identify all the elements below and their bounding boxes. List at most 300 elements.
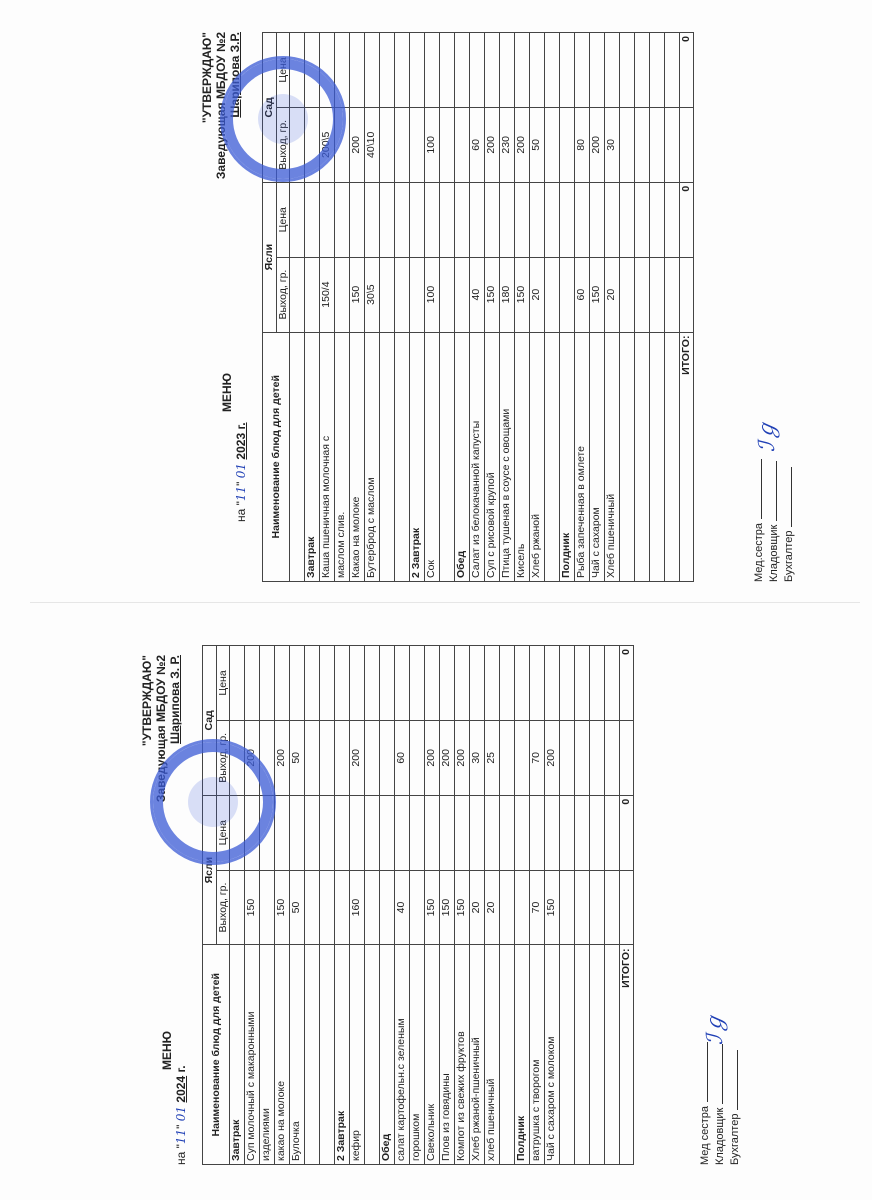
- sad-yield-cell: [590, 720, 605, 795]
- yasli-price-cell: [320, 182, 335, 257]
- head-title: Заведующая МБДОУ №2: [214, 32, 228, 180]
- total-sad: 0: [680, 33, 694, 108]
- date-day: 11: [174, 1128, 188, 1145]
- yasli-yield-cell: [605, 870, 620, 945]
- yasli-yield-cell: [620, 257, 635, 332]
- sad-price-cell: [485, 33, 500, 108]
- signer-accountant: Бухгалтер: [782, 530, 795, 582]
- dish-name-cell: какао на молоке: [275, 945, 290, 1165]
- sad-price-cell: [530, 646, 545, 721]
- table-row: [350, 646, 365, 1165]
- sad-yield-cell: 30: [605, 107, 620, 182]
- col-yasli-price: Цена: [216, 795, 230, 870]
- sad-yield-cell: [635, 107, 650, 182]
- table-row: [545, 33, 560, 582]
- yasli-price-cell: [440, 182, 455, 257]
- dish-name-cell: [365, 945, 380, 1165]
- yasli-price-cell: [515, 182, 530, 257]
- table-row: [605, 33, 620, 582]
- dish-name-cell: Свекольник: [425, 945, 440, 1165]
- sad-price-cell: [500, 33, 515, 108]
- table-row: [530, 646, 545, 1165]
- table-row: [395, 646, 410, 1165]
- date-month: 01: [174, 1105, 188, 1122]
- sad-yield-cell: 200: [455, 720, 470, 795]
- sad-yield-cell: 200: [275, 720, 290, 795]
- yasli-yield-cell: 40: [395, 870, 410, 945]
- yasli-yield-cell: [305, 870, 320, 945]
- yasli-price-cell: [425, 795, 440, 870]
- yasli-price-cell: [440, 795, 455, 870]
- yasli-yield-cell: 150: [455, 870, 470, 945]
- dish-name-cell: Каша пшеничная молочная с: [320, 332, 335, 581]
- yasli-price-cell: [605, 182, 620, 257]
- dish-name-cell: Птица тушеная в соусе с овощами: [500, 332, 515, 581]
- yasli-yield-cell: [410, 257, 425, 332]
- sad-price-cell: [560, 646, 575, 721]
- sad-price-cell: [440, 646, 455, 721]
- date-mid: ": [174, 1124, 188, 1129]
- sad-yield-cell: [620, 107, 635, 182]
- table-row: [515, 646, 530, 1165]
- page-fold-line: [30, 602, 860, 603]
- yasli-yield-cell: 150: [590, 257, 605, 332]
- dish-name-cell: хлеб пшеничный: [485, 945, 500, 1165]
- sad-price-cell: [410, 33, 425, 108]
- sad-price-cell: [590, 646, 605, 721]
- sad-price-cell: [455, 646, 470, 721]
- date-day: 11: [234, 485, 248, 502]
- col-sad-header: Сад: [203, 646, 217, 796]
- col-sad-price: Цена: [276, 33, 290, 108]
- yasli-yield-cell: 20: [605, 257, 620, 332]
- yasli-price-cell: [635, 182, 650, 257]
- yasli-price-cell: [470, 182, 485, 257]
- dish-name-cell: Рыба запеченная в омлете: [575, 332, 590, 581]
- table-row: [305, 646, 320, 1165]
- yasli-yield-cell: 20: [485, 870, 500, 945]
- yasli-yield-cell: 30\5: [365, 257, 380, 332]
- sad-price-cell: [350, 646, 365, 721]
- sad-price-cell: [350, 33, 365, 108]
- total-yasli: 0: [680, 182, 694, 257]
- dish-name-cell: [380, 332, 395, 581]
- yasli-price-cell: [620, 182, 635, 257]
- sad-yield-cell: [515, 720, 530, 795]
- dish-name-cell: Суп молочный с макаронными: [245, 945, 260, 1165]
- yasli-price-cell: [275, 795, 290, 870]
- dish-name-cell: Плов из говядины: [440, 945, 455, 1165]
- table-row: [590, 646, 605, 1165]
- sad-yield-cell: 60: [470, 107, 485, 182]
- dish-name-cell: кефир: [350, 945, 365, 1165]
- dish-name-cell: [650, 332, 665, 581]
- table-row: [575, 33, 590, 582]
- yasli-yield-cell: [365, 870, 380, 945]
- yasli-price-cell: [335, 795, 350, 870]
- sad-price-cell: [260, 646, 275, 721]
- date-prefix: на ": [234, 501, 248, 522]
- table-row: [230, 646, 245, 1165]
- signer-nurse: Мед сестра: [699, 1105, 711, 1165]
- yasli-yield-cell: [590, 870, 605, 945]
- sad-price-cell: [515, 33, 530, 108]
- col-name-header: Наименование блюд для детей: [263, 332, 290, 581]
- dish-name-cell: Обед: [380, 945, 395, 1165]
- sad-price-cell: [380, 33, 395, 108]
- dish-name-cell: ватрушка с творогом: [530, 945, 545, 1165]
- signer-nurse: Мед.сестра: [753, 522, 765, 582]
- yasli-price-cell: [530, 795, 545, 870]
- yasli-price-cell: [335, 182, 350, 257]
- yasli-price-cell: [380, 795, 395, 870]
- yasli-price-cell: [650, 182, 665, 257]
- total-sad: 0: [620, 646, 634, 721]
- dish-name-cell: Хлеб ржаной-пшеничный: [470, 945, 485, 1165]
- signatures-block: [698, 1042, 743, 1165]
- dish-name-cell: Бутерброд с маслом: [365, 332, 380, 581]
- sad-yield-cell: 200\5: [320, 107, 335, 182]
- sad-yield-cell: [320, 720, 335, 795]
- dish-name-cell: [320, 945, 335, 1165]
- dish-name-cell: маслом слив.: [335, 332, 350, 581]
- yasli-yield-cell: 150: [245, 870, 260, 945]
- yasli-price-cell: [590, 795, 605, 870]
- yasli-price-cell: [455, 182, 470, 257]
- col-yasli-yield: Выход, гр.: [216, 870, 230, 945]
- sad-price-cell: [545, 33, 560, 108]
- table-row: [605, 646, 620, 1165]
- official-stamp: [150, 739, 276, 865]
- dish-name-cell: Хлеб ржаной: [530, 332, 545, 581]
- dish-name-cell: салат картофельн.с зеленым: [395, 945, 410, 1165]
- yasli-yield-cell: 20: [530, 257, 545, 332]
- yasli-yield-cell: 20: [470, 870, 485, 945]
- table-row: [665, 33, 680, 582]
- sad-price-cell: [575, 646, 590, 721]
- table-row: [320, 646, 335, 1165]
- total-yasli: 0: [620, 795, 634, 870]
- yasli-price-cell: [560, 795, 575, 870]
- table-row: [380, 33, 395, 582]
- sad-yield-cell: 60: [395, 720, 410, 795]
- dish-name-cell: [500, 945, 515, 1165]
- sad-yield-cell: 50: [290, 720, 305, 795]
- col-yasli-yield: Выход, гр.: [276, 257, 290, 332]
- table-row: [515, 33, 530, 582]
- sad-price-cell: [470, 33, 485, 108]
- sad-price-cell: [440, 33, 455, 108]
- table-row: [500, 33, 515, 582]
- table-row: [440, 646, 455, 1165]
- col-sad-yield: Выход, гр.: [216, 720, 230, 795]
- sad-yield-cell: 70: [530, 720, 545, 795]
- yasli-price-cell: [380, 182, 395, 257]
- sad-price-cell: [290, 646, 305, 721]
- table-row: [335, 646, 350, 1165]
- table-row: [365, 33, 380, 582]
- col-sad-price: Цена: [216, 646, 230, 721]
- yasli-yield-cell: 70: [530, 870, 545, 945]
- signer-storekeeper: Кладовщик: [767, 524, 780, 582]
- sad-price-cell: [575, 33, 590, 108]
- yasli-price-cell: [575, 182, 590, 257]
- yasli-price-cell: [365, 795, 380, 870]
- sad-yield-cell: [335, 720, 350, 795]
- dish-name-cell: горошком: [410, 945, 425, 1165]
- yasli-yield-cell: 50: [290, 870, 305, 945]
- yasli-yield-cell: 60: [575, 257, 590, 332]
- sad-price-cell: [455, 33, 470, 108]
- table-row: [290, 646, 305, 1165]
- sad-price-cell: [530, 33, 545, 108]
- signatures-block: [752, 459, 797, 582]
- yasli-yield-cell: [665, 257, 680, 332]
- table-row: [275, 646, 290, 1165]
- yasli-yield-cell: 180: [500, 257, 515, 332]
- sad-yield-cell: 50: [530, 107, 545, 182]
- sad-price-cell: [335, 646, 350, 721]
- yasli-yield-cell: 150: [275, 870, 290, 945]
- sad-price-cell: [425, 33, 440, 108]
- sad-price-cell: [275, 646, 290, 721]
- yasli-yield-cell: [230, 870, 245, 945]
- table-row: [395, 33, 410, 582]
- table-row: [650, 33, 665, 582]
- dish-name-cell: 2 Завтрак: [410, 332, 425, 581]
- table-row: [530, 33, 545, 582]
- table-row: [380, 646, 395, 1165]
- dish-name-cell: [545, 332, 560, 581]
- sad-yield-cell: 80: [575, 107, 590, 182]
- yasli-yield-cell: [560, 870, 575, 945]
- dish-name-cell: Какао на молоке: [350, 332, 365, 581]
- yasli-price-cell: [290, 182, 305, 257]
- col-sad-yield: Выход, гр.: [276, 107, 290, 182]
- sad-price-cell: [665, 33, 680, 108]
- yasli-yield-cell: 150: [545, 870, 560, 945]
- sad-yield-cell: 200: [350, 107, 365, 182]
- col-yasli-header: Ясли: [263, 182, 277, 332]
- yasli-yield-cell: [380, 870, 395, 945]
- dish-name-cell: Завтрак: [305, 332, 320, 581]
- total-label: ИТОГО:: [620, 945, 634, 1165]
- sad-price-cell: [365, 33, 380, 108]
- head-name: Шарипова З.Р.: [228, 32, 242, 118]
- dish-name-cell: [635, 332, 650, 581]
- sad-price-cell: [410, 646, 425, 721]
- sad-yield-cell: 25: [485, 720, 500, 795]
- yasli-price-cell: [410, 182, 425, 257]
- dish-name-cell: [590, 945, 605, 1165]
- dish-name-cell: Обед: [455, 332, 470, 581]
- sad-yield-cell: [455, 107, 470, 182]
- sad-price-cell: [605, 646, 620, 721]
- dish-name-cell: 2 Завтрак: [335, 945, 350, 1165]
- yasli-price-cell: [365, 182, 380, 257]
- yasli-yield-cell: 160: [350, 870, 365, 945]
- sad-price-cell: [620, 33, 635, 108]
- sad-price-cell: [515, 646, 530, 721]
- dish-name-cell: Чай с сахаром с молоком: [545, 945, 560, 1165]
- sad-yield-cell: [380, 107, 395, 182]
- yasli-price-cell: [470, 795, 485, 870]
- handwritten-signature: ℐℊ: [703, 1012, 728, 1045]
- yasli-price-cell: [605, 795, 620, 870]
- sad-yield-cell: 100: [425, 107, 440, 182]
- table-row: [455, 33, 470, 582]
- sad-yield-cell: 200: [425, 720, 440, 795]
- dish-name-cell: Полдник: [560, 332, 575, 581]
- date-year: 2024: [174, 1075, 188, 1103]
- dish-name-cell: [665, 332, 680, 581]
- dish-name-cell: Суп с рисовой крупой: [485, 332, 500, 581]
- sad-price-cell: [650, 33, 665, 108]
- date-suffix: г.: [174, 1065, 188, 1073]
- dish-name-cell: Сок: [425, 332, 440, 581]
- handwritten-signature: ℐℊ: [755, 419, 780, 452]
- head-title: Заведующая МБДОУ №2: [154, 655, 168, 803]
- yasli-price-cell: [305, 795, 320, 870]
- table-row: [590, 33, 605, 582]
- yasli-yield-cell: 150: [425, 870, 440, 945]
- sad-yield-cell: 200: [440, 720, 455, 795]
- yasli-price-cell: [485, 182, 500, 257]
- sad-price-cell: [500, 646, 515, 721]
- sad-yield-cell: [395, 107, 410, 182]
- sad-price-cell: [560, 33, 575, 108]
- yasli-yield-cell: [515, 870, 530, 945]
- sad-yield-cell: 30: [470, 720, 485, 795]
- table-row: [425, 646, 440, 1165]
- dish-name-cell: Компот из свежих фруктов: [455, 945, 470, 1165]
- sad-yield-cell: [605, 720, 620, 795]
- table-row: [410, 33, 425, 582]
- yasli-price-cell: [410, 795, 425, 870]
- yasli-price-cell: [305, 182, 320, 257]
- table-row: [425, 33, 440, 582]
- menu-title: МЕНЮ: [220, 372, 234, 412]
- yasli-yield-cell: [260, 870, 275, 945]
- yasli-yield-cell: 40: [470, 257, 485, 332]
- yasli-yield-cell: 150: [350, 257, 365, 332]
- sad-yield-cell: [665, 107, 680, 182]
- yasli-yield-cell: 150: [485, 257, 500, 332]
- yasli-price-cell: [500, 795, 515, 870]
- dish-name-cell: Чай с сахаром: [590, 332, 605, 581]
- yasli-yield-cell: [335, 257, 350, 332]
- sad-yield-cell: [440, 107, 455, 182]
- menu-date-block: [160, 805, 188, 1165]
- sad-yield-cell: 200: [545, 720, 560, 795]
- approve-label: "УТВЕРЖДАЮ": [200, 32, 214, 124]
- yasli-price-cell: [350, 795, 365, 870]
- dish-name-cell: изделиями: [260, 945, 275, 1165]
- date-year: 2023 г.: [234, 422, 248, 460]
- yasli-price-cell: [395, 795, 410, 870]
- sad-price-cell: [590, 33, 605, 108]
- sad-yield-cell: [305, 720, 320, 795]
- yasli-yield-cell: 100: [425, 257, 440, 332]
- yasli-price-cell: [395, 182, 410, 257]
- yasli-yield-cell: [560, 257, 575, 332]
- yasli-yield-cell: [575, 870, 590, 945]
- sad-yield-cell: [545, 107, 560, 182]
- yasli-price-cell: [515, 795, 530, 870]
- table-row: [485, 646, 500, 1165]
- sad-price-cell: [380, 646, 395, 721]
- sad-price-cell: [485, 646, 500, 721]
- menu-title: МЕНЮ: [160, 1030, 174, 1070]
- dish-name-cell: [395, 332, 410, 581]
- yasli-yield-cell: [455, 257, 470, 332]
- yasli-yield-cell: [395, 257, 410, 332]
- sad-price-cell: [230, 646, 245, 721]
- table-row: [350, 33, 365, 582]
- date-mid: ": [234, 481, 248, 486]
- menu-date-block: [220, 202, 248, 582]
- table-row: [560, 33, 575, 582]
- yasli-yield-cell: [320, 870, 335, 945]
- yasli-price-cell: [575, 795, 590, 870]
- sad-price-cell: [545, 646, 560, 721]
- sad-yield-cell: 200: [245, 720, 260, 795]
- date-month: 01: [234, 462, 248, 479]
- table-row: [260, 646, 275, 1165]
- yasli-yield-cell: [650, 257, 665, 332]
- yasli-price-cell: [665, 182, 680, 257]
- official-stamp: [220, 56, 346, 182]
- yasli-yield-cell: 150: [515, 257, 530, 332]
- yasli-yield-cell: [305, 257, 320, 332]
- table-row: [410, 646, 425, 1165]
- table-row: [440, 33, 455, 582]
- yasli-price-cell: [290, 795, 305, 870]
- yasli-yield-cell: [500, 870, 515, 945]
- col-sad-header: Сад: [263, 33, 277, 183]
- sad-yield-cell: [380, 720, 395, 795]
- yasli-price-cell: [590, 182, 605, 257]
- col-yasli-header: Ясли: [203, 795, 217, 945]
- col-yasli-price: Цена: [276, 182, 290, 257]
- yasli-price-cell: [485, 795, 500, 870]
- dish-name-cell: Завтрак: [230, 945, 245, 1165]
- sad-yield-cell: [575, 720, 590, 795]
- yasli-price-cell: [530, 182, 545, 257]
- yasli-yield-cell: [335, 870, 350, 945]
- sad-price-cell: [395, 33, 410, 108]
- sad-price-cell: [425, 646, 440, 721]
- approve-label: "УТВЕРЖДАЮ": [140, 655, 154, 747]
- yasli-yield-cell: [545, 257, 560, 332]
- sad-yield-cell: 200: [515, 107, 530, 182]
- yasli-yield-cell: [410, 870, 425, 945]
- dish-name-cell: Полдник: [515, 945, 530, 1165]
- table-row: [500, 646, 515, 1165]
- dish-name-cell: [290, 332, 305, 581]
- table-row: [245, 646, 260, 1165]
- sad-price-cell: [305, 646, 320, 721]
- dish-name-cell: Кисель: [515, 332, 530, 581]
- sad-price-cell: [365, 646, 380, 721]
- sad-yield-cell: 230: [500, 107, 515, 182]
- dish-name-cell: [560, 945, 575, 1165]
- sad-yield-cell: 200: [350, 720, 365, 795]
- sad-price-cell: [395, 646, 410, 721]
- sad-price-cell: [605, 33, 620, 108]
- sad-price-cell: [245, 646, 260, 721]
- sad-yield-cell: 200: [485, 107, 500, 182]
